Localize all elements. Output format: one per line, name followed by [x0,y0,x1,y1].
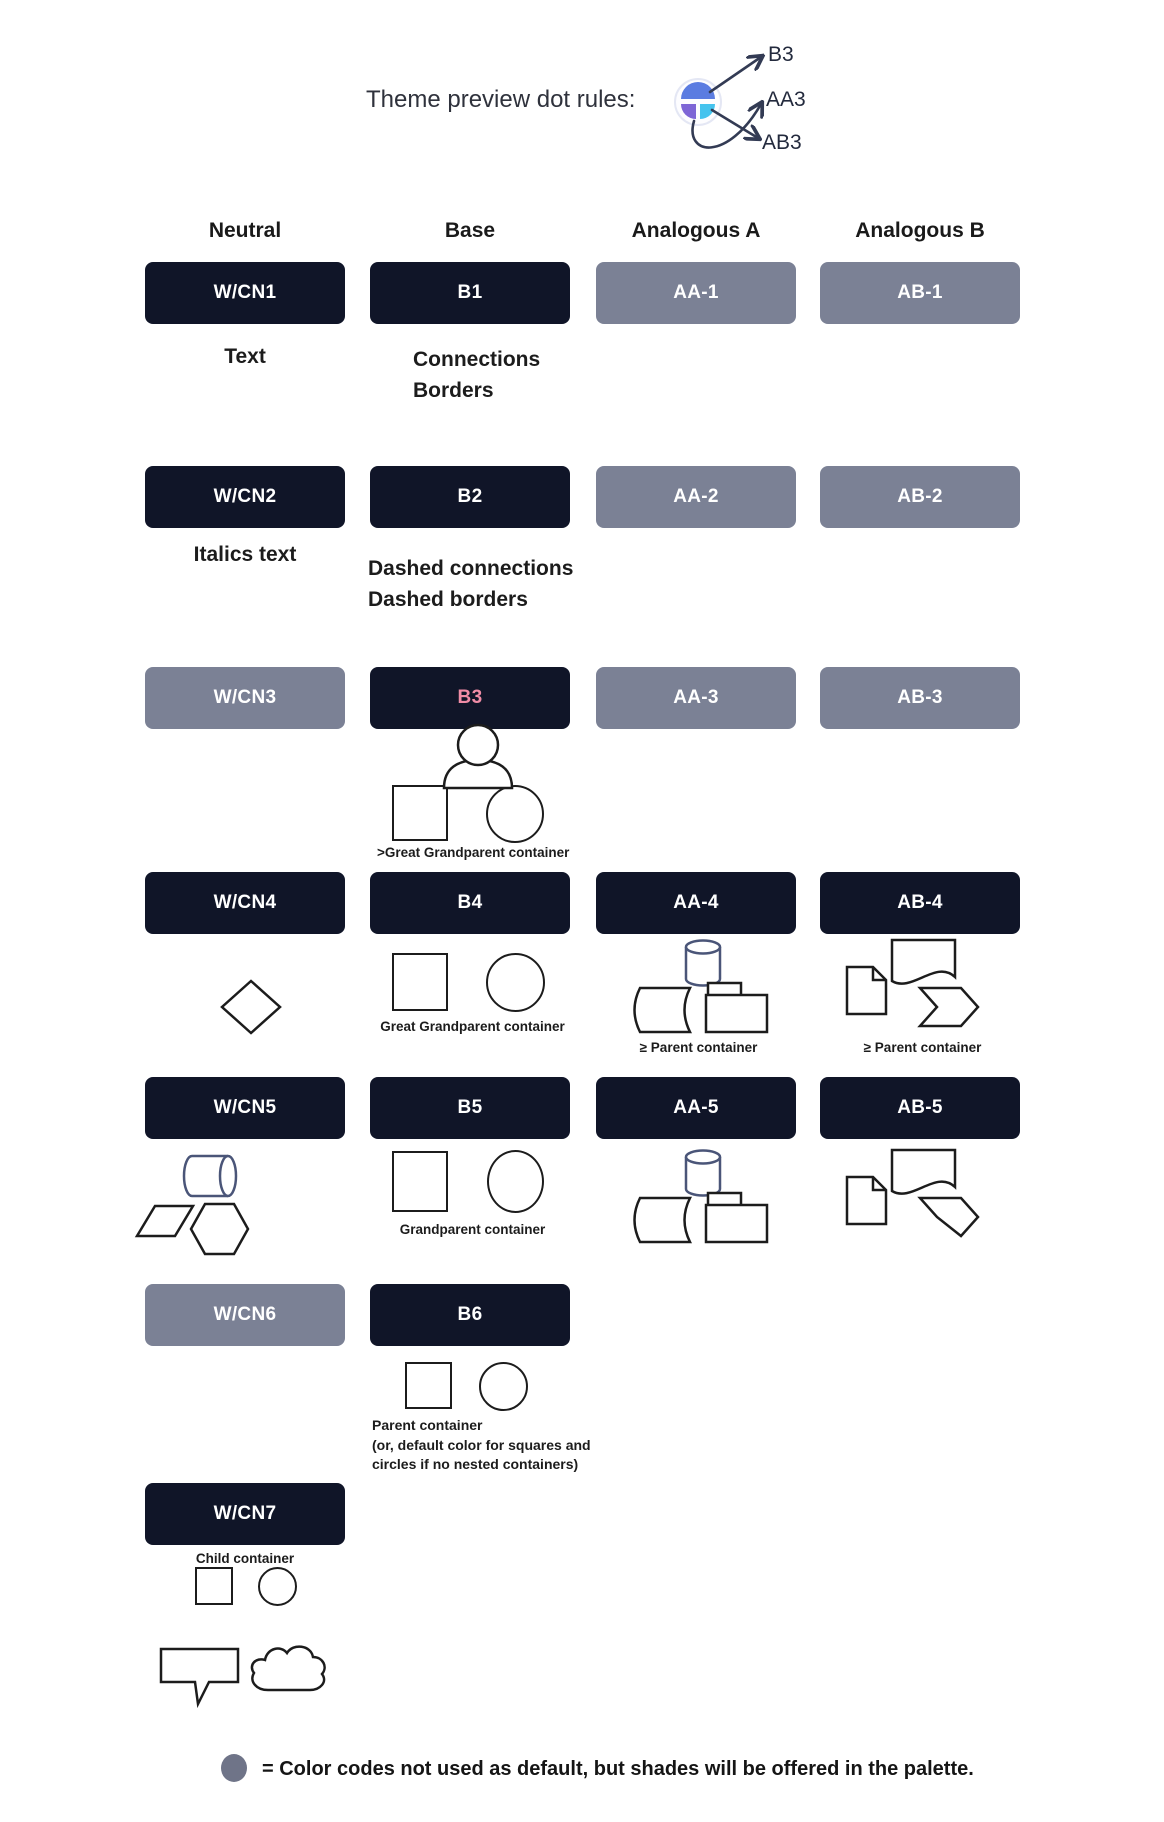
swatch-label: B5 [457,1097,483,1118]
square-shape [405,1362,452,1409]
swatch-label: AA-4 [673,892,719,913]
swatch-b4 [370,872,570,934]
swatch-wcn1 [145,262,345,324]
circle-shape [479,1362,528,1411]
swatch-wcn7 [145,1483,345,1545]
swatch-label: W/CN4 [213,892,277,913]
wcn5-shapes [130,1150,260,1260]
banner-shape [892,1150,955,1194]
column-header-analogous-a: Analogous A [631,219,761,242]
circle-shape [486,785,544,843]
swatch-label: AA-3 [673,687,719,708]
caption-text: Text [224,345,266,368]
swatch-wcn5 [145,1077,345,1139]
page-title: Theme preview dot rules: [366,86,636,113]
column-header-analogous-b: Analogous B [855,219,985,242]
dot-rule-label-analogous-b: AB3 [762,131,802,154]
swatch-aa3 [596,667,796,729]
person-icon [436,720,520,792]
swatch-label: AB-5 [897,1097,943,1118]
ab5-shapes [843,1146,988,1246]
document-shape [847,1177,886,1224]
swatch-b1 [370,262,570,324]
caption-dashed [368,553,573,615]
square-shape [392,1151,448,1212]
swatch-label: W/CN3 [213,687,277,708]
folder-shape [706,1205,767,1242]
circle-shape [487,1150,544,1213]
swatch-label: W/CN7 [213,1503,277,1524]
column-header-neutral: Neutral [208,219,282,242]
caption-wcn7-shapes: Child container [195,1551,295,1566]
caption-line: Parent container [372,1417,483,1433]
swatch-label: W/CN1 [213,282,277,303]
aa4-shapes [620,936,770,1036]
swatch-label: B3 [457,687,483,708]
swatch-wcn4 [145,872,345,934]
caption-line: Dashed borders [368,588,528,611]
swatch-label: AA-5 [673,1097,719,1118]
chevron-shape [920,1198,978,1236]
caption-italics-text: Italics text [193,543,297,566]
caption-b3-shapes: >Great Grandparent container [377,845,570,860]
swatch-label: B4 [457,892,483,913]
cloud-shape [246,1636,332,1698]
square-shape [392,785,448,841]
dot-rule-label-base: B3 [768,43,794,66]
swatch-ab3 [820,667,1020,729]
stored-data-shape [635,988,691,1032]
swatch-label: B1 [457,282,483,303]
swatch-wcn2 [145,466,345,528]
diamond-shape [219,979,283,1035]
horizontal-cylinder-end [220,1156,236,1196]
parallelogram-shape [137,1206,193,1236]
ab4-shapes [843,936,988,1036]
square-shape [392,953,448,1011]
swatch-ab2 [820,466,1020,528]
swatch-ab4 [820,872,1020,934]
swatch-aa5 [596,1077,796,1139]
swatch-label: AB-2 [897,486,943,507]
swatch-b2 [370,466,570,528]
caption-line: circles if no nested containers) [372,1456,579,1472]
circle-shape [486,953,545,1012]
caption-line: (or, default color for squares and [372,1436,591,1453]
caption-line: Connections [413,348,541,371]
column-header-base: Base [444,219,496,242]
aa5-shapes [620,1146,770,1246]
stored-data-shape [635,1198,691,1242]
document-shape [847,967,886,1014]
caption-connections-borders [413,344,540,406]
banner-shape [892,940,955,984]
swatch-wcn3 [145,667,345,729]
swatch-label: B2 [457,486,483,507]
swatch-label: W/CN2 [213,486,277,507]
caption-b4-shapes: Great Grandparent container [380,1019,565,1034]
swatch-label: AB-1 [897,282,943,303]
square-shape [195,1567,233,1605]
caption-ab4-shapes: ≥ Parent container [863,1040,982,1055]
swatch-label: AB-3 [897,687,943,708]
legend-dot-icon [221,1754,247,1782]
swatch-label: AB-4 [897,892,943,913]
caption-line: Borders [413,379,494,402]
caption-b5-shapes: Grandparent container [399,1222,546,1237]
hexagon-shape [191,1204,248,1254]
swatch-b6 [370,1284,570,1346]
swatch-label: W/CN6 [213,1304,277,1325]
swatch-b5 [370,1077,570,1139]
speech-bubble-shape [158,1646,244,1708]
caption-aa4-shapes: ≥ Parent container [639,1040,758,1055]
swatch-label: AA-1 [673,282,719,303]
swatch-label: AA-2 [673,486,719,507]
caption-line: Dashed connections [368,557,574,580]
swatch-aa1 [596,262,796,324]
cylinder-top [686,1151,720,1164]
swatch-label: W/CN5 [213,1097,277,1118]
folder-shape [706,995,767,1032]
chevron-shape [920,988,978,1026]
swatch-aa2 [596,466,796,528]
swatch-ab5 [820,1077,1020,1139]
legend-text: = Color codes not used as default, but shades will be offered in the palette. [262,1758,974,1780]
swatch-wcn6 [145,1284,345,1346]
dot-rule-label-analogous-a: AA3 [766,88,806,111]
swatch-ab1 [820,262,1020,324]
swatch-label: B6 [457,1304,483,1325]
caption-b6-shapes [372,1416,591,1475]
cylinder-top [686,941,720,954]
circle-shape [258,1567,297,1606]
swatch-aa4 [596,872,796,934]
